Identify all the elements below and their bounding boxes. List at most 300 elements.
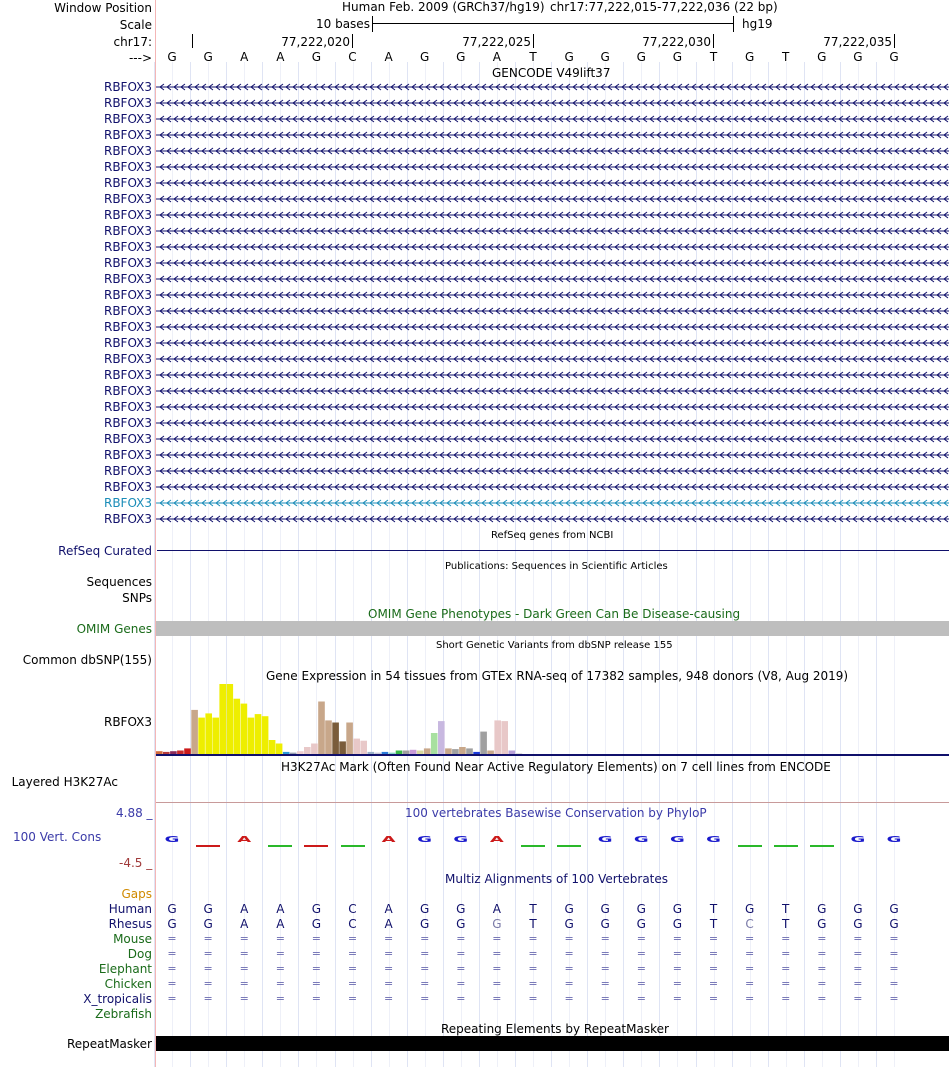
gtex-tissue-bar[interactable] (403, 751, 410, 755)
gtex-tissue-bar[interactable] (290, 753, 297, 754)
gencode-gene-label[interactable]: RBFOX3 (103, 496, 152, 510)
alignment-base: C (745, 917, 754, 931)
alignment-match-symbol: = (672, 962, 682, 975)
alignment-base: G (600, 902, 610, 916)
gencode-transcript[interactable] (156, 415, 949, 431)
alignment-match-symbol: = (203, 977, 213, 990)
gencode-transcript[interactable] (156, 271, 949, 287)
sequence-base: G (311, 50, 322, 64)
phylop-logo-glyph: G (597, 835, 613, 845)
sequence-base: A (240, 50, 249, 64)
gtex-tissue-bar[interactable] (234, 699, 241, 754)
gtex-tissue-bar[interactable] (269, 740, 276, 754)
alignment-match-symbol: = (528, 992, 538, 1005)
gtex-tissue-bar[interactable] (346, 723, 353, 755)
alignment-base: G (311, 917, 322, 931)
alignment-match-symbol: = (636, 932, 646, 945)
gtex-tissue-bar[interactable] (494, 720, 501, 754)
alignment-match-symbol: = (456, 977, 466, 990)
scale-bar (372, 16, 734, 32)
alignment-match-symbol: = (383, 947, 394, 960)
alignment-match-symbol: = (203, 932, 213, 945)
phylop-small-mark (521, 845, 545, 847)
phylop-logo-glyph: A (489, 835, 504, 845)
alignment-base: A (492, 902, 501, 916)
gtex-tissue-bar[interactable] (212, 718, 219, 754)
alignment-match-symbol: = (600, 992, 610, 1005)
gtex-tissue-bar[interactable] (353, 739, 360, 754)
alignment-base: G (744, 902, 755, 916)
alignment-match-symbol: = (383, 992, 394, 1005)
sequence-base: T (529, 50, 537, 64)
gtex-tissue-bar[interactable] (325, 720, 332, 754)
phylop-logo-glyph: G (164, 835, 180, 845)
gtex-tissue-bar[interactable] (241, 704, 248, 754)
alignment-match-symbol: = (311, 932, 321, 945)
alignment-match-symbol: = (420, 947, 430, 960)
gtex-tissue-bar[interactable] (410, 750, 417, 754)
gtex-tissue-bar[interactable] (332, 723, 339, 755)
gtex-tissue-bar[interactable] (184, 748, 191, 754)
alignment-base: T (529, 902, 537, 916)
gtex-tissue-bar[interactable] (445, 748, 452, 754)
gencode-gene-label[interactable]: RBFOX3 (103, 400, 152, 414)
alignment-match-symbol: = (600, 962, 610, 975)
gencode-gene-label[interactable]: RBFOX3 (103, 304, 152, 318)
alignment-match-symbol: = (528, 962, 538, 975)
alignment-base: C (348, 917, 357, 931)
gencode-gene-label[interactable]: RBFOX3 (103, 192, 152, 206)
phylop-logo-glyph: G (886, 835, 902, 845)
alignment-match-symbol: = (311, 947, 321, 960)
species-label[interactable]: Elephant (98, 962, 152, 976)
gtex-tissue-bar[interactable] (156, 751, 163, 754)
alignment-match-symbol: = (492, 992, 502, 1005)
gtex-tissue-bar[interactable] (438, 721, 445, 754)
gencode-transcript[interactable] (156, 191, 949, 207)
alignment-base: G (492, 917, 502, 931)
gtex-tissue-bar[interactable] (205, 713, 212, 754)
gtex-tissue-bar[interactable] (339, 741, 346, 754)
alignment-match-symbol: = (420, 932, 430, 945)
gencode-gene-label[interactable]: RBFOX3 (103, 208, 152, 222)
gencode-gene-label[interactable]: RBFOX3 (103, 432, 152, 446)
gencode-gene-label[interactable]: RBFOX3 (103, 448, 152, 462)
gencode-gene-label[interactable]: RBFOX3 (103, 464, 152, 478)
alignment-match-symbol: = (708, 992, 719, 1005)
gtex-tissue-bar[interactable] (255, 714, 262, 754)
gtex-tissue-bar[interactable] (459, 747, 466, 754)
phylop-min-label: -4.5 _ (119, 856, 153, 870)
alignment-match-symbol: = (744, 977, 755, 990)
gencode-track-title: GENCODE V49lift37 (492, 66, 611, 80)
gencode-gene-label[interactable]: RBFOX3 (103, 224, 152, 238)
sequence-base: G (889, 50, 899, 64)
gtex-tissue-bar[interactable] (417, 751, 424, 755)
alignment-base: A (384, 902, 393, 916)
phylop-small-mark (738, 845, 762, 847)
gencode-gene-label[interactable]: RBFOX3 (103, 320, 152, 334)
phylop-logo-glyph: G (850, 835, 866, 845)
gencode-transcript[interactable] (156, 447, 949, 463)
alignment-match-symbol: = (672, 947, 682, 960)
alignment-base: T (709, 902, 718, 916)
alignment-match-symbol: = (492, 932, 502, 945)
gtex-tissue-bar[interactable] (480, 732, 487, 754)
alignment-match-symbol: = (275, 962, 285, 975)
ruler-tick (533, 34, 534, 48)
dbsnp-track-title: Short Genetic Variants from dbSNP release 155 (436, 640, 673, 651)
publications-snps-label[interactable]: SNPs (122, 591, 152, 605)
ruler-tick (192, 34, 193, 48)
alignment-base: G (600, 917, 610, 931)
alignment-match-symbol: = (636, 992, 646, 1005)
alignment-match-symbol: = (889, 962, 899, 975)
alignment-base: G (456, 902, 466, 916)
phylop-logo-glyph: A (381, 835, 396, 845)
gencode-transcript[interactable] (156, 79, 949, 95)
alignment-match-symbol: = (347, 947, 358, 960)
gencode-gene-label[interactable]: RBFOX3 (103, 128, 152, 142)
gencode-transcript[interactable] (156, 223, 949, 239)
alignment-match-symbol: = (853, 947, 863, 960)
sequence-base: G (853, 50, 863, 64)
alignment-match-symbol: = (564, 947, 574, 960)
gtex-tissue-bar[interactable] (163, 752, 170, 754)
gtex-tissue-bar[interactable] (227, 684, 234, 754)
multiz-track-title: Multiz Alignments of 100 Vertebrates (445, 872, 669, 886)
species-label[interactable]: Mouse (113, 932, 152, 946)
alignment-match-symbol: = (239, 962, 249, 975)
alignment-base: T (782, 917, 790, 931)
alignment-match-symbol: = (817, 992, 827, 1005)
sequence-base: G (167, 50, 177, 64)
grid-line (154, 62, 155, 1067)
gtex-tissue-bar[interactable] (382, 752, 389, 754)
gencode-gene-label[interactable]: RBFOX3 (103, 240, 152, 254)
alignment-match-symbol: = (167, 992, 177, 1005)
omim-label[interactable]: OMIM Genes (76, 622, 152, 636)
alignment-match-symbol: = (167, 977, 177, 990)
gtex-track-title: Gene Expression in 54 tissues from GTEx RNA-seq of 17382 samples, 948 donors (V8, Aug 2019) (266, 669, 849, 683)
phylop-small-mark (304, 845, 328, 847)
alignment-base: G (889, 917, 899, 931)
gencode-gene-label[interactable]: RBFOX3 (103, 112, 152, 126)
sequence-base: G (564, 50, 574, 64)
gtex-tissue-bar[interactable] (177, 751, 184, 755)
alignment-match-symbol: = (420, 977, 430, 990)
gencode-transcript[interactable] (156, 159, 949, 175)
alignment-match-symbol: = (564, 992, 574, 1005)
gencode-gene-label[interactable]: RBFOX3 (103, 416, 152, 430)
gtex-tissue-bar[interactable] (509, 751, 516, 755)
species-label[interactable]: Dog (127, 947, 152, 961)
gtex-label[interactable]: RBFOX3 (103, 715, 152, 729)
gtex-tissue-bar[interactable] (170, 751, 177, 754)
omim-gene-bar[interactable] (156, 621, 949, 636)
sequence-base: G (672, 50, 683, 64)
ruler-tick-label: 77,222,035 (823, 35, 892, 49)
gtex-tissue-bar[interactable] (304, 747, 311, 754)
gtex-tissue-bar[interactable] (248, 718, 255, 754)
alignment-base: G (564, 902, 574, 916)
gtex-tissue-bar[interactable] (473, 752, 480, 754)
gencode-gene-label[interactable]: RBFOX3 (103, 336, 152, 350)
gencode-transcript[interactable] (156, 383, 949, 399)
gencode-gene-label[interactable]: RBFOX3 (103, 352, 152, 366)
phylop-small-mark (341, 845, 365, 847)
h3k27ac-label[interactable]: Layered H3K27Ac (11, 775, 118, 789)
alignment-match-symbol: = (275, 977, 285, 990)
alignment-base: G (817, 902, 827, 916)
publications-track-title: Publications: Sequences in Scientific Articles (445, 561, 668, 572)
alignment-match-symbol: = (167, 932, 177, 945)
gencode-transcript[interactable] (156, 399, 949, 415)
alignment-base: G (853, 917, 863, 931)
alignment-match-symbol: = (347, 962, 358, 975)
strand-label: ---> (128, 51, 152, 65)
gtex-tissue-bar[interactable] (318, 702, 325, 755)
gtex-tissue-bar[interactable] (297, 751, 304, 754)
alignment-match-symbol: = (636, 977, 646, 990)
alignment-match-symbol: = (203, 992, 213, 1005)
phylop-max-label: 4.88 _ (116, 806, 153, 820)
alignment-base: G (889, 902, 899, 916)
phylop-small-mark (196, 845, 220, 847)
alignment-base: T (709, 917, 718, 931)
alignment-match-symbol: = (564, 977, 574, 990)
alignment-match-symbol: = (383, 977, 394, 990)
position-text[interactable]: chr17:77,222,015-77,222,036 (22 bp) (550, 0, 778, 14)
alignment-base: G (636, 917, 646, 931)
alignment-base: A (240, 917, 249, 931)
gencode-transcript[interactable] (156, 495, 949, 511)
phylop-logo-glyph: G (706, 835, 721, 845)
species-label[interactable]: X_tropicalis (83, 992, 152, 1006)
alignment-match-symbol: = (383, 932, 394, 945)
sequence-base: T (709, 50, 718, 64)
gtex-tissue-bar[interactable] (311, 744, 318, 755)
ruler-tick-label: 77,222,020 (281, 35, 350, 49)
gencode-transcript[interactable] (156, 319, 949, 335)
gencode-transcript[interactable] (156, 287, 949, 303)
db-text: hg19 (742, 17, 773, 31)
gencode-transcript[interactable] (156, 255, 949, 271)
alignment-match-symbol: = (167, 962, 177, 975)
alignment-match-symbol: = (456, 992, 466, 1005)
gencode-gene-label[interactable]: RBFOX3 (103, 368, 152, 382)
gtex-tissue-bar[interactable] (389, 753, 396, 754)
alignment-base: G (167, 917, 177, 931)
alignment-match-symbol: = (744, 932, 755, 945)
gencode-transcript[interactable] (156, 431, 949, 447)
gencode-transcript[interactable] (156, 351, 949, 367)
gtex-tissue-bar[interactable] (276, 744, 283, 755)
gencode-transcript[interactable] (156, 367, 949, 383)
omim-track-title: OMIM Gene Phenotypes - Dark Green Can Be Disease-causing (368, 607, 741, 621)
phylop-label[interactable]: 100 Vert. Cons (13, 830, 102, 844)
alignment-match-symbol: = (420, 962, 430, 975)
dbsnp-label[interactable]: Common dbSNP(155) (22, 653, 152, 667)
gtex-tissue-bar[interactable] (452, 749, 459, 754)
alignment-match-symbol: = (600, 977, 610, 990)
alignment-match-symbol: = (311, 992, 321, 1005)
alignment-match-symbol: = (203, 947, 213, 960)
alignment-match-symbol: = (853, 962, 863, 975)
gtex-tissue-bar[interactable] (191, 710, 198, 754)
alignment-match-symbol: = (853, 932, 863, 945)
phylop-small-mark (810, 845, 834, 847)
gtex-tissue-bar[interactable] (431, 733, 438, 754)
sequence-base: G (744, 50, 755, 64)
alignment-base: T (529, 917, 537, 931)
gencode-transcript[interactable] (156, 127, 949, 143)
gencode-gene-label[interactable]: RBFOX3 (103, 176, 152, 190)
alignment-match-symbol: = (781, 932, 791, 945)
gtex-tissue-bar[interactable] (368, 752, 375, 754)
species-label[interactable]: Human (108, 902, 152, 916)
gencode-gene-label[interactable]: RBFOX3 (103, 288, 152, 302)
gencode-gene-label[interactable]: RBFOX3 (103, 256, 152, 270)
sequence-base: A (276, 50, 285, 64)
alignment-base: A (276, 902, 285, 916)
phylop-logo-glyph: G (453, 835, 469, 845)
alignment-match-symbol: = (817, 962, 827, 975)
alignment-match-symbol: = (672, 992, 682, 1005)
repeatmasker-bar[interactable] (156, 1036, 949, 1051)
alignment-match-symbol: = (456, 962, 466, 975)
alignment-match-symbol: = (564, 932, 574, 945)
gtex-tissue-bar[interactable] (283, 752, 290, 754)
gencode-transcript[interactable] (156, 479, 949, 495)
gencode-transcript[interactable] (156, 463, 949, 479)
repeatmasker-label[interactable]: RepeatMasker (66, 1037, 152, 1051)
gtex-tissue-bar[interactable] (487, 751, 494, 755)
sequence-base: A (384, 50, 393, 64)
gencode-transcript[interactable] (156, 239, 949, 255)
alignment-match-symbol: = (420, 992, 430, 1005)
phylop-logo-glyph: A (237, 835, 252, 845)
alignment-match-symbol: = (275, 992, 285, 1005)
ruler-tick (894, 34, 895, 48)
alignment-match-symbol: = (781, 962, 791, 975)
alignment-base: G (203, 902, 213, 916)
gencode-gene-label[interactable]: RBFOX3 (103, 96, 152, 110)
repeatmasker-track-title: Repeating Elements by RepeatMasker (441, 1022, 669, 1036)
gencode-transcript[interactable] (156, 175, 949, 191)
alignment-match-symbol: = (889, 947, 899, 960)
gencode-transcript[interactable] (156, 303, 949, 319)
h3k27ac-baseline (156, 802, 949, 803)
alignment-match-symbol: = (239, 977, 249, 990)
alignment-base: G (311, 902, 322, 916)
gencode-transcript[interactable] (156, 207, 949, 223)
sequence-base: G (456, 50, 466, 64)
alignment-match-symbol: = (636, 962, 646, 975)
phylop-logo-glyph: G (633, 835, 649, 845)
alignment-match-symbol: = (492, 947, 502, 960)
gencode-gene-label[interactable]: RBFOX3 (103, 272, 152, 286)
alignment-match-symbol: = (275, 947, 285, 960)
alignment-match-symbol: = (239, 992, 249, 1005)
gencode-transcript[interactable] (156, 95, 949, 111)
h3k27ac-track-title: H3K27Ac Mark (Often Found Near Active Regulatory Elements) on 7 cell lines from ENCODE (281, 760, 831, 774)
refseq-gene-line[interactable] (157, 550, 949, 551)
gtex-tissue-bar[interactable] (396, 751, 403, 755)
gencode-gene-label[interactable]: RBFOX3 (103, 512, 152, 526)
alignment-match-symbol: = (672, 977, 682, 990)
gencode-gene-label[interactable]: RBFOX3 (103, 480, 152, 494)
gencode-gene-label[interactable]: RBFOX3 (103, 144, 152, 158)
sequence-base: T (782, 50, 790, 64)
gtex-tissue-bar[interactable] (375, 753, 382, 754)
sequence-base: G (420, 50, 430, 64)
alignment-match-symbol: = (853, 992, 863, 1005)
alignment-base: G (420, 902, 430, 916)
alignment-match-symbol: = (708, 947, 719, 960)
species-label[interactable]: Rhesus (108, 917, 152, 931)
gencode-gene-label[interactable]: RBFOX3 (103, 384, 152, 398)
gtex-tissue-bar[interactable] (501, 721, 508, 754)
species-label[interactable]: Zebrafish (95, 1007, 152, 1021)
gtex-bar-chart[interactable] (156, 684, 949, 757)
species-label[interactable]: Chicken (104, 977, 152, 991)
alignment-match-symbol: = (383, 962, 394, 975)
alignment-match-symbol: = (744, 947, 755, 960)
alignment-match-symbol: = (708, 962, 719, 975)
gtex-tissue-bar[interactable] (360, 741, 367, 754)
alignment-match-symbol: = (817, 947, 827, 960)
assembly-text: Human Feb. 2009 (GRCh37/hg19) (342, 0, 545, 14)
gtex-tissue-bar[interactable] (262, 716, 269, 754)
alignment-base: A (276, 917, 285, 931)
gencode-gene-label[interactable]: RBFOX3 (103, 80, 152, 94)
alignment-match-symbol: = (347, 932, 358, 945)
gencode-transcript[interactable] (156, 335, 949, 351)
alignment-match-symbol: = (600, 932, 610, 945)
gtex-tissue-bar[interactable] (516, 753, 523, 754)
gaps-label[interactable]: Gaps (121, 887, 152, 901)
alignment-match-symbol: = (817, 932, 827, 945)
gencode-gene-label[interactable]: RBFOX3 (103, 160, 152, 174)
alignment-match-symbol: = (528, 947, 538, 960)
ruler-tick-label: 77,222,030 (642, 35, 711, 49)
gtex-tissue-bar[interactable] (424, 748, 431, 754)
alignment-base: G (817, 917, 827, 931)
alignment-match-symbol: = (456, 947, 466, 960)
gencode-transcript[interactable] (156, 111, 949, 127)
alignment-match-symbol: = (889, 977, 899, 990)
refseq-label[interactable]: RefSeq Curated (58, 544, 152, 558)
alignment-match-symbol: = (564, 962, 574, 975)
gtex-tissue-bar[interactable] (219, 684, 226, 754)
alignment-match-symbol: = (167, 947, 177, 960)
alignment-match-symbol: = (781, 947, 791, 960)
alignment-match-symbol: = (708, 932, 719, 945)
gtex-tissue-bar[interactable] (198, 718, 205, 754)
alignment-base: C (348, 902, 357, 916)
gencode-transcript[interactable] (156, 143, 949, 159)
sequence-base: G (817, 50, 827, 64)
sequence-base: C (348, 50, 357, 64)
alignment-match-symbol: = (708, 977, 719, 990)
alignment-base: A (384, 917, 393, 931)
publications-seq-label[interactable]: Sequences (86, 575, 152, 589)
alignment-base: G (672, 902, 683, 916)
gencode-transcript[interactable] (156, 511, 949, 527)
alignment-match-symbol: = (600, 947, 610, 960)
gtex-tissue-bar[interactable] (466, 748, 473, 754)
